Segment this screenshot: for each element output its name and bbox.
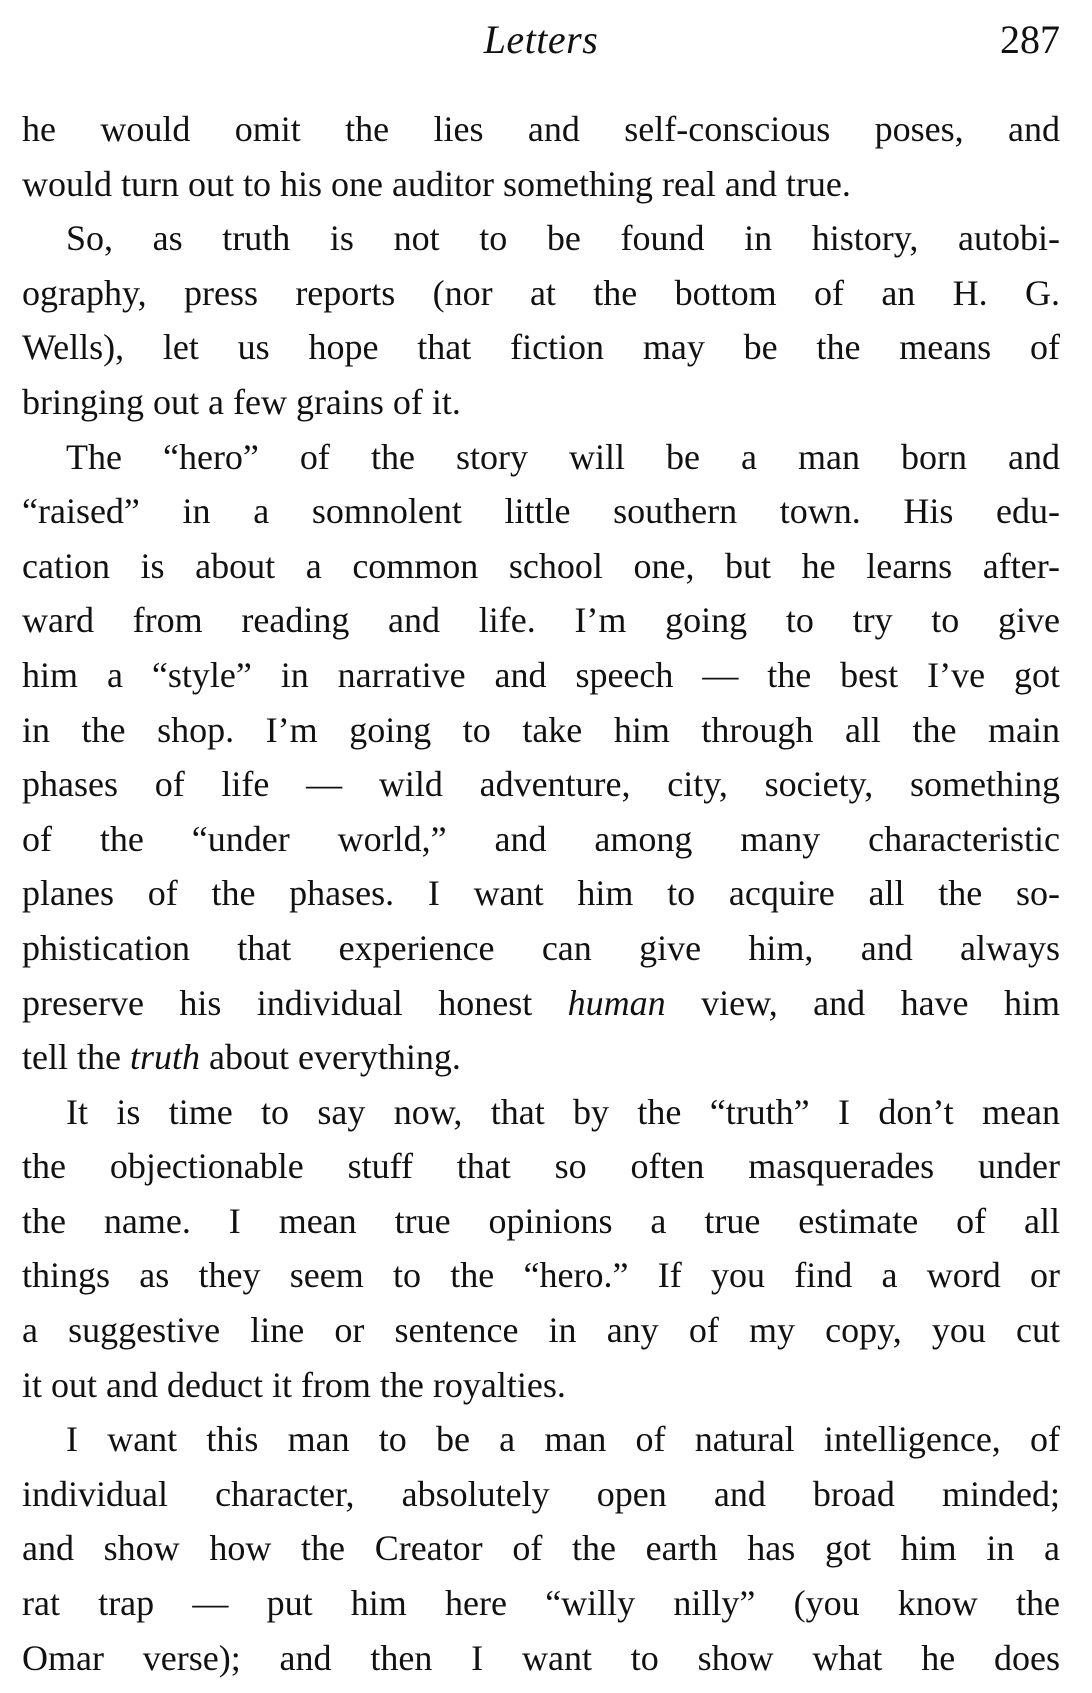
body-line: phases of life — wild adventure, city, society, something bbox=[22, 764, 1060, 805]
body-line: the name. I mean true opinions a true estimate of all bbox=[22, 1200, 1060, 1241]
body-line: would turn out to his one auditor something real and true. bbox=[22, 163, 851, 204]
body-line: rat trap — put him here “willy nilly” (you know the bbox=[22, 1583, 1060, 1624]
body-line: So, as truth is not to be found in history, autobi- bbox=[66, 218, 1060, 259]
body-line: Omar verse); and then I want to show what he does bbox=[22, 1637, 1060, 1678]
body-line: he would omit the lies and self-conscious poses, and bbox=[22, 109, 1060, 149]
body-line: in the shop. I’m going to take him through all the main bbox=[22, 709, 1060, 750]
emphasized-word: truth bbox=[129, 1037, 200, 1078]
running-title: Letters bbox=[483, 17, 599, 62]
body-line: the objectionable stuff that so often masquerades under bbox=[22, 1146, 1060, 1187]
body-line: it out and deduct it from the royalties. bbox=[22, 1364, 566, 1405]
body-line: I want this man to be a man of natural intelligence, of bbox=[66, 1419, 1060, 1460]
body-line: of the “under world,” and among many characteristic bbox=[22, 818, 1060, 859]
body-line: individual character, absolutely open and broad minded; bbox=[22, 1473, 1060, 1514]
body-line: and show how the Creator of the earth has got him in a bbox=[22, 1528, 1060, 1569]
page-number: 287 bbox=[1000, 17, 1060, 62]
book-page bbox=[22, 8, 1060, 1685]
emphasized-word: human bbox=[567, 982, 666, 1023]
body-line: cation is about a common school one, but he learns after- bbox=[22, 545, 1060, 586]
body-line: Wells), let us hope that fiction may be the means of bbox=[22, 327, 1060, 368]
body-line: him a “style” in narrative and speech — the best I’ve got bbox=[22, 654, 1060, 695]
body-line: tell the truth about everything. bbox=[22, 1037, 461, 1078]
body-line: a suggestive line or sentence in any of my copy, you cut bbox=[22, 1310, 1060, 1351]
body-line: ography, press reports (nor at the bottom of an H. G. bbox=[22, 272, 1060, 313]
body-line: ward from reading and life. I’m going to try to give bbox=[22, 600, 1060, 641]
body-text bbox=[22, 102, 1060, 1685]
running-head bbox=[22, 8, 1060, 64]
body-line: bringing out a few grains of it. bbox=[22, 381, 461, 422]
body-line: things as they seem to the “hero.” If you find a word or bbox=[22, 1255, 1060, 1296]
body-line: phistication that experience can give him, and always bbox=[22, 927, 1060, 968]
body-line: preserve his individual honest human view, and have him bbox=[22, 982, 1060, 1023]
body-line: planes of the phases. I want him to acquire all the so- bbox=[22, 873, 1060, 914]
body-line: “raised” in a somnolent little southern town. His edu- bbox=[22, 491, 1060, 532]
body-line: The “hero” of the story will be a man born and bbox=[66, 436, 1060, 477]
body-line: It is time to say now, that by the “truth” I don’t mean bbox=[66, 1091, 1060, 1132]
